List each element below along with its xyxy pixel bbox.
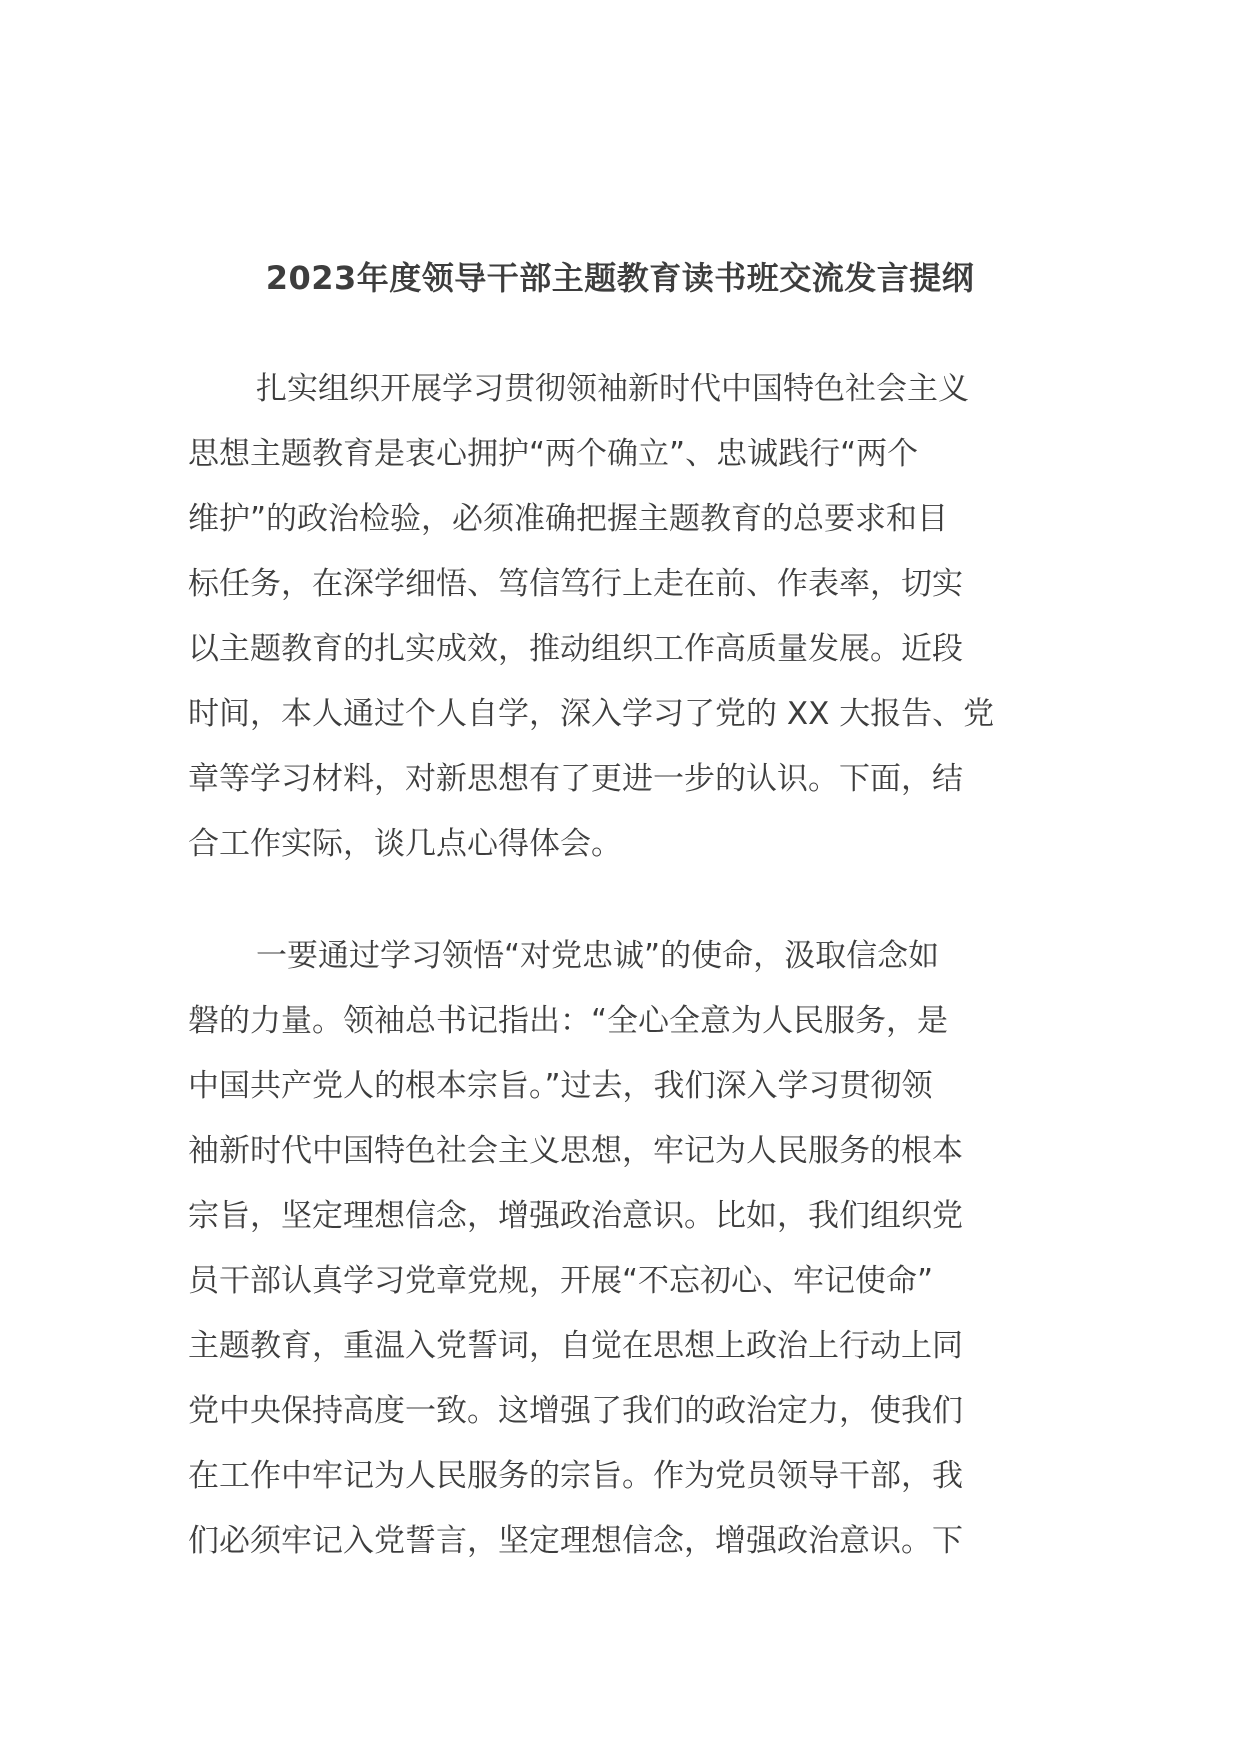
paragraph-line: 们必须牢记入党誓言，坚定理想信念，增强政治意识。下 [188,1523,963,1559]
document-title: 2023年度领导干部主题教育读书班交流发言提纲 [265,259,975,297]
paragraph-line: 党中央保持高度一致。这增强了我们的政治定力，使我们 [188,1393,963,1429]
paragraph-line: 扎实组织开展学习贯彻领袖新时代中国特色社会主义 [256,371,969,407]
paragraph-line: 宗旨，坚定理想信念，增强政治意识。比如，我们组织党 [188,1198,963,1234]
paragraph-line: 员干部认真学习党章党规，开展“不忘初心、牢记使命” [188,1263,934,1299]
paragraph-line: 磐的力量。领袖总书记指出：“全心全意为人民服务，是 [188,1003,949,1039]
paragraph-intro [188,357,1056,877]
paragraph-line: 一要通过学习领悟“对党忠诚”的使命，汲取信念如 [256,938,940,974]
paragraph-line: 在工作中牢记为人民服务的宗旨。作为党员领导干部，我 [188,1458,963,1494]
paragraph-line: 以主题教育的扎实成效，推动组织工作高质量发展。近段 [188,631,963,667]
paragraph-line: 合工作实际，谈几点心得体会。 [188,826,622,862]
paragraph-line: 袖新时代中国特色社会主义思想，牢记为人民服务的根本 [188,1133,963,1169]
paragraph-line: 标任务，在深学细悟、笃信笃行上走在前、作表率，切实 [188,566,963,602]
paragraph-point-one [188,924,1056,1574]
paragraph-line: 时间，本人通过个人自学，深入学习了党的 XX 大报告、党 [188,696,995,732]
paragraph-line: 思想主题教育是衷心拥护“两个确立”、忠诚践行“两个 [188,436,919,472]
paragraph-line: 中国共产党人的根本宗旨。”过去，我们深入学习贯彻领 [188,1068,933,1104]
paragraph-line: 维护”的政治检验，必须准确把握主题教育的总要求和目 [188,501,949,537]
paragraph-line: 章等学习材料，对新思想有了更进一步的认识。下面，结 [188,761,963,797]
paragraph-line: 主题教育，重温入党誓词，自觉在思想上政治上行动上同 [188,1328,963,1364]
